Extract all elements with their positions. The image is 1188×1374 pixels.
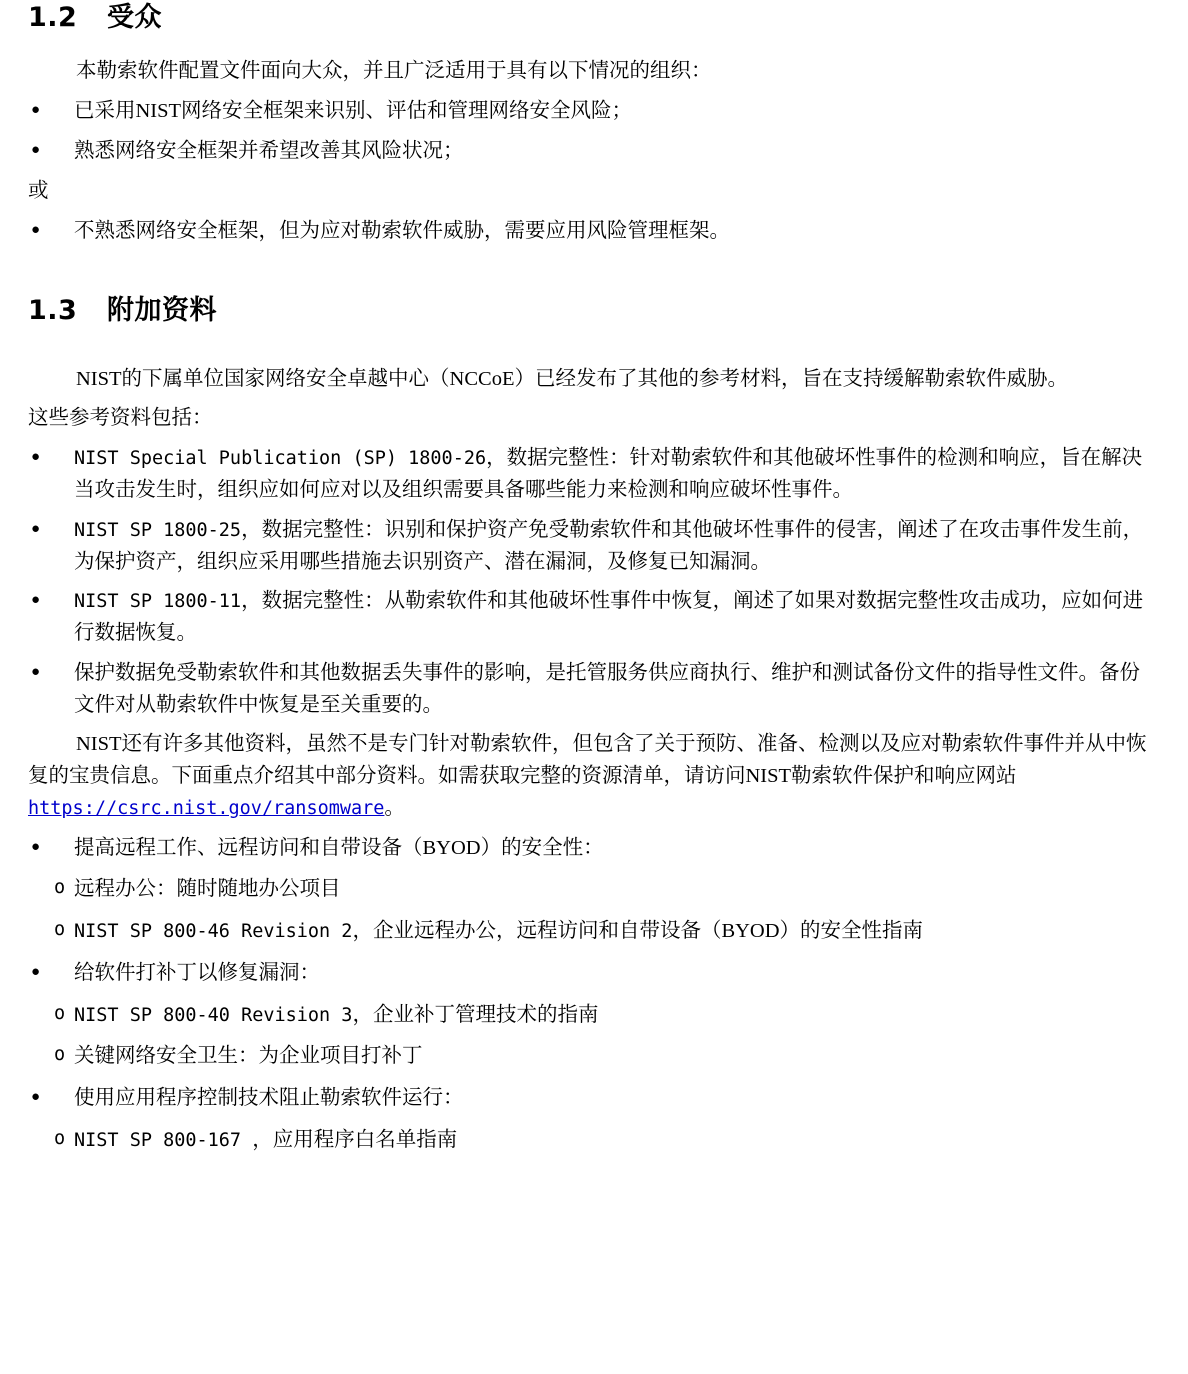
spacer xyxy=(28,864,1160,874)
sub-item-label xyxy=(74,1125,1160,1157)
reference-item xyxy=(74,515,1160,579)
bullet-dot-icon: ● xyxy=(31,838,41,855)
spacer xyxy=(28,395,1160,403)
spacer xyxy=(28,948,1160,958)
reference-id: NIST SP 1800-11 xyxy=(74,591,242,613)
bullet-dot-icon: ● xyxy=(31,102,41,119)
spacer xyxy=(28,1031,1160,1041)
topic-label: 给软件打补丁以修复漏洞： xyxy=(74,961,320,984)
sub-bullet-marker: o xyxy=(54,1044,66,1066)
spacer xyxy=(28,825,1160,833)
sub-item-text: 远程办公：随时随地办公项目 xyxy=(74,878,341,901)
sub-list-item xyxy=(28,1125,1160,1157)
conjunction-text: 或 xyxy=(28,179,49,202)
spacer xyxy=(28,1115,1160,1125)
sub-item-text: ，应用程序白名单指南 xyxy=(252,1129,458,1152)
closing-text-part2: 。 xyxy=(384,796,405,819)
list-item xyxy=(28,515,1160,579)
bullet-dot-icon: ● xyxy=(31,963,41,980)
sub-bullet-marker: o xyxy=(54,919,66,941)
spacer xyxy=(28,435,1160,443)
sub-item-text: ，企业远程办公，远程访问和自带设备（BYOD）的安全性指南 xyxy=(352,920,924,943)
section-heading-1-2 xyxy=(28,0,1160,36)
list-item xyxy=(28,96,1160,128)
list-item-label: 已采用NIST网络安全框架来识别、评估和管理网络安全风险； xyxy=(74,100,633,123)
spacer xyxy=(28,128,1160,136)
reference-description: ，数据完整性：从勒索软件和其他破坏性事件中恢复，阐述了如果对数据完整性攻击成功，应如何进行数据恢复。 xyxy=(74,590,1144,645)
bullet-dot-icon: ● xyxy=(31,663,41,680)
reference-description: ，数据完整性：针对勒索软件和其他破坏性事件的检测和响应，旨在解决当攻击发生时，组织应如何应对以及组织需要具备哪些能力来检测和响应破坏性事件。 xyxy=(74,447,1143,501)
section-title: 附加资料 xyxy=(107,295,218,327)
bullet-dot-icon: ● xyxy=(31,141,41,158)
spacer xyxy=(28,721,1160,729)
reference-id: NIST Special Publication (SP) 1800-26 xyxy=(74,448,487,470)
closing-text-part1: NIST还有许多其他资料，虽然不是专门针对勒索软件，但包含了关于预防、准备、检测以及应对勒索软件事件并从中恢复的宝贵信息。下面重点介绍其中部分资料。如需获取完整的资源清单，请访问NIST勒索软件保护和响应网站 xyxy=(28,733,1147,788)
spacer xyxy=(28,906,1160,916)
spacer xyxy=(28,247,1160,293)
ransomware-site-link[interactable]: https://csrc.nist.gov/ransomware xyxy=(28,797,385,819)
list-item xyxy=(28,958,1160,990)
reference-id: NIST SP 1800-25 xyxy=(74,519,242,541)
list-item xyxy=(28,1083,1160,1115)
sub-item-reference-id: NIST SP 800-46 Revision 2 xyxy=(74,921,353,943)
sub-list-item xyxy=(28,1000,1160,1032)
topic-label: 提高远程工作、远程访问和自带设备（BYOD）的安全性： xyxy=(74,836,604,859)
sub-item-text: 关键网络安全卫生：为企业项目打补丁 xyxy=(74,1045,423,1068)
sub-bullet-marker: o xyxy=(54,1128,66,1150)
spacer xyxy=(28,507,1160,515)
spacer xyxy=(28,168,1160,176)
reference-item xyxy=(74,586,1160,650)
bullet-dot-icon: ● xyxy=(31,1089,41,1106)
spacer xyxy=(28,990,1160,1000)
list-item xyxy=(28,136,1160,168)
topic-label: 使用应用程序控制技术阻止勒索软件运行： xyxy=(74,1087,464,1110)
sub-item-label xyxy=(74,1041,1160,1073)
sub-item-label xyxy=(74,874,1160,906)
sub-item-reference-id: NIST SP 800-40 Revision 3 xyxy=(74,1004,353,1026)
list-item xyxy=(28,658,1160,722)
list-item-label: 熟悉网络安全框架并希望改善其风险状况； xyxy=(74,139,464,162)
section-1-3-intro: NIST的下属单位国家网络安全卓越中心（NCCoE）已经发布了其他的参考材料，旨在支持缓解勒索软件威胁。 xyxy=(76,367,1068,390)
sub-item-label xyxy=(74,916,1160,948)
bullet-dot-icon: ● xyxy=(31,592,41,609)
spacer xyxy=(28,88,1160,96)
reference-description: ，数据完整性：识别和保护资产免受勒索软件和其他破坏性事件的侵害，阐述了在攻击事件发生前，为保护资产，组织应采用哪些措施去识别资产、潜在漏洞，及修复已知漏洞。 xyxy=(74,518,1144,573)
sub-item-label xyxy=(74,1000,1160,1032)
spacer xyxy=(28,578,1160,586)
sub-list-item xyxy=(28,874,1160,906)
bullet-dot-icon: ● xyxy=(31,221,41,238)
reference-description: 保护数据免受勒索软件和其他数据丢失事件的影响，是托管服务供应商执行、维护和测试备份文件的指导性文件。备份文件对从勒索软件中恢复是至关重要的。 xyxy=(74,661,1140,716)
sub-item-text: ，企业补丁管理技术的指南 xyxy=(352,1003,599,1026)
sub-list-item xyxy=(28,1041,1160,1073)
section-title: 受众 xyxy=(107,2,163,33)
sub-bullet-marker: o xyxy=(54,877,66,899)
section-1-2-intro: 本勒索软件配置文件面向大众，并且广泛适用于具有以下情况的组织： xyxy=(76,60,712,83)
sub-bullet-marker: o xyxy=(54,1002,66,1024)
section-number: 1.2 xyxy=(28,2,78,33)
section-heading-1-3 xyxy=(28,293,1160,329)
spacer xyxy=(28,330,1160,364)
sub-list-item xyxy=(28,916,1160,948)
closing-paragraph xyxy=(28,729,1160,824)
spacer xyxy=(28,1073,1160,1083)
bullet-dot-icon: ● xyxy=(31,449,41,466)
spacer xyxy=(28,208,1160,216)
list-item xyxy=(28,833,1160,865)
list-item xyxy=(28,216,1160,248)
spacer xyxy=(28,36,1160,56)
list-item xyxy=(28,443,1160,507)
list-item-label: 不熟悉网络安全框架，但为应对勒索软件威胁，需要应用风险管理框架。 xyxy=(74,219,730,242)
list-item xyxy=(28,586,1160,650)
sub-item-reference-id: NIST SP 800-167 xyxy=(74,1130,253,1152)
spacer xyxy=(28,650,1160,658)
bullet-dot-icon: ● xyxy=(31,520,41,537)
section-number: 1.3 xyxy=(28,295,78,327)
section-1-3-lead: 这些参考资料包括： xyxy=(28,407,213,430)
reference-item xyxy=(74,443,1160,507)
